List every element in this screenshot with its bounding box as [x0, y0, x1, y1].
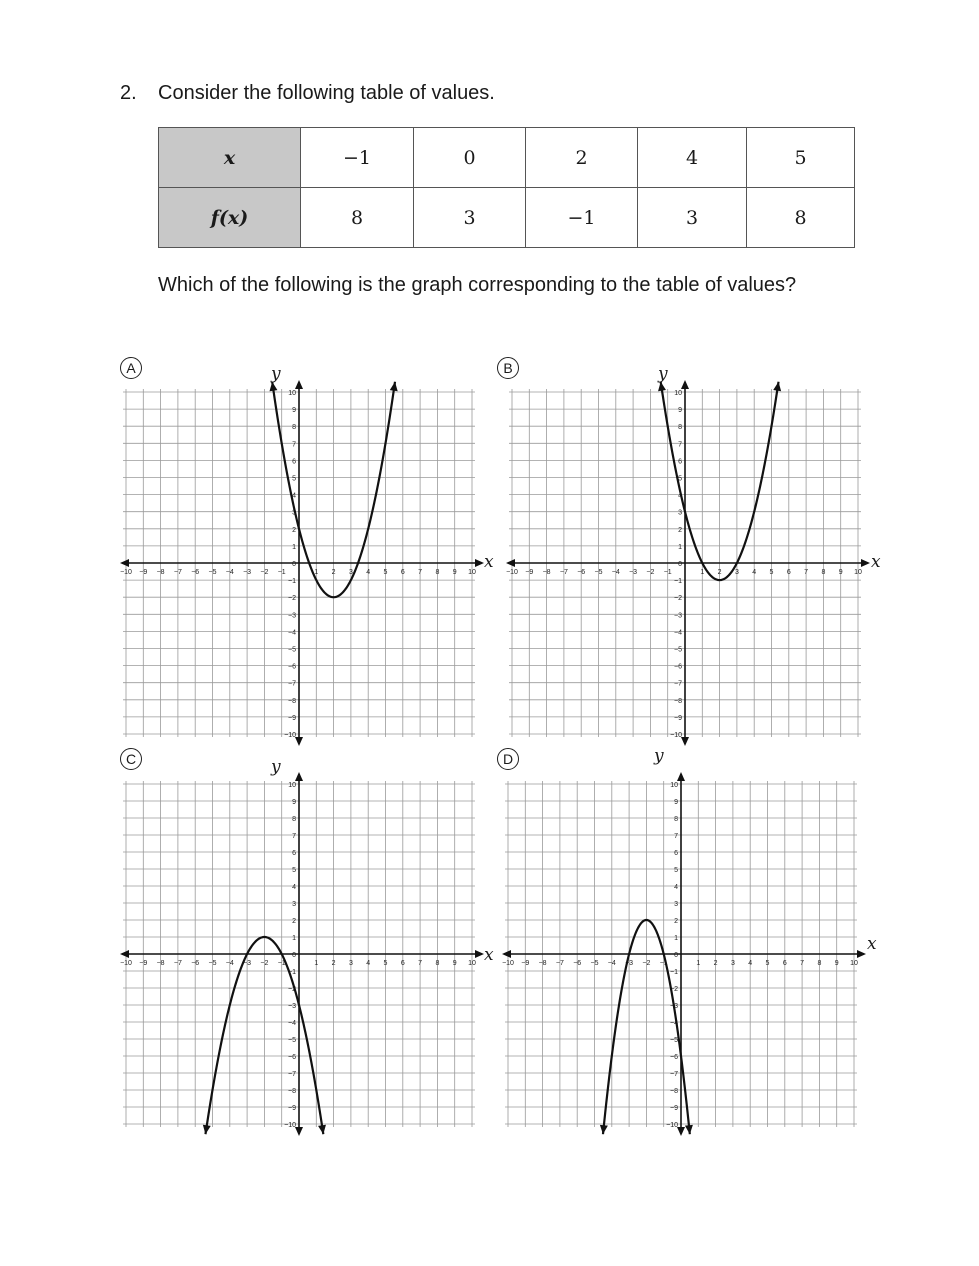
- x-tick-label: −8: [156, 960, 165, 967]
- y-tick-label: 3: [674, 901, 678, 908]
- option-c-x-label: x: [484, 945, 494, 965]
- x-tick-label: −1: [663, 569, 672, 576]
- y-tick-label: −2: [670, 986, 678, 993]
- y-tick-label: −5: [674, 646, 682, 654]
- x-tick-label: −4: [225, 569, 234, 576]
- y-axis-arrow-icon: [681, 737, 689, 746]
- x-tick-label: −4: [607, 960, 616, 967]
- y-tick-label: 10: [670, 782, 678, 789]
- y-tick-label: 4: [292, 884, 296, 891]
- y-tick-label: 5: [292, 867, 296, 874]
- x-tick-label: 10: [854, 569, 862, 576]
- y-tick-label: 2: [678, 526, 682, 534]
- y-tick-label: 1: [678, 543, 682, 551]
- y-tick-label: 8: [292, 816, 296, 823]
- y-tick-label: −10: [666, 1122, 678, 1129]
- option-d-x-label: x: [867, 934, 877, 954]
- option-a-x-label: x: [484, 552, 494, 572]
- x-tick-label: −9: [521, 960, 530, 967]
- y-tick-label: −7: [674, 680, 682, 688]
- y-tick-label: 0: [674, 952, 678, 959]
- option-b-graph[interactable]: [508, 388, 862, 738]
- question-number: 2.: [120, 82, 137, 104]
- x-tick-label: 1: [314, 960, 319, 967]
- y-tick-label: −3: [288, 1003, 296, 1010]
- x-tick-label: 6: [786, 569, 791, 576]
- values-table: [158, 127, 855, 248]
- x-tick-label: −10: [120, 960, 132, 967]
- curve-arrow-icon: [203, 1125, 211, 1134]
- x-tick-label: 9: [452, 569, 457, 576]
- y-tick-label: −8: [288, 1088, 296, 1095]
- y-tick-label: 1: [292, 935, 296, 942]
- table-cell: 2: [526, 128, 638, 188]
- y-tick-label: 5: [678, 475, 682, 483]
- x-tick-label: −1: [277, 569, 286, 576]
- x-axis-arrow-icon: [475, 559, 484, 567]
- x-tick-label: −5: [590, 960, 599, 967]
- y-axis-arrow-icon: [295, 737, 303, 746]
- y-tick-label: 7: [674, 833, 678, 840]
- y-tick-label: −5: [288, 646, 296, 654]
- y-tick-label: −5: [288, 1037, 296, 1044]
- option-b-x-label: x: [871, 552, 881, 572]
- y-tick-label: 5: [292, 475, 296, 483]
- y-tick-label: 8: [678, 424, 682, 432]
- x-tick-label: 6: [400, 569, 405, 576]
- x-tick-label: −3: [243, 569, 252, 576]
- question-prompt: Which of the following is the graph corresponding to the table of values?: [158, 274, 797, 296]
- y-tick-label: −4: [288, 629, 296, 637]
- x-tick-label: 1: [314, 569, 319, 576]
- x-tick-label: 1: [700, 569, 705, 576]
- y-tick-label: −8: [670, 1088, 678, 1095]
- x-tick-label: −6: [191, 569, 200, 576]
- x-tick-label: 3: [730, 960, 735, 967]
- y-tick-label: −1: [288, 969, 296, 976]
- x-tick-label: 4: [752, 569, 757, 576]
- curve-arrow-icon: [773, 382, 781, 391]
- x-tick-label: −7: [173, 569, 182, 576]
- option-a-label[interactable]: A: [120, 357, 142, 379]
- table-row: [159, 128, 855, 188]
- x-tick-label: −6: [191, 960, 200, 967]
- y-tick-label: 3: [292, 509, 296, 517]
- x-tick-label: −9: [139, 569, 148, 576]
- table-cell: 3: [638, 188, 747, 248]
- y-tick-label: −3: [288, 612, 296, 620]
- x-tick-label: −8: [156, 569, 165, 576]
- x-tick-label: −10: [506, 569, 518, 576]
- option-d-y-label: y: [654, 746, 664, 766]
- x-tick-label: 8: [435, 960, 440, 967]
- table-cell: −1: [301, 128, 414, 188]
- x-tick-label: −10: [502, 960, 514, 967]
- x-axis-arrow-icon: [506, 559, 515, 567]
- y-tick-label: 8: [674, 816, 678, 823]
- y-tick-label: 9: [678, 407, 682, 415]
- y-tick-label: 6: [292, 458, 296, 466]
- fx-header: f(x): [159, 188, 301, 248]
- table-cell: −1: [526, 188, 638, 248]
- y-tick-label: 10: [288, 782, 296, 789]
- y-tick-label: −2: [674, 595, 682, 603]
- question-text: Consider the following table of values.: [158, 82, 495, 104]
- y-axis-arrow-icon: [677, 772, 685, 781]
- x-tick-label: 3: [348, 960, 353, 967]
- x-axis-arrow-icon: [857, 950, 866, 958]
- x-tick-label: −3: [243, 960, 252, 967]
- y-tick-label: −4: [674, 629, 682, 637]
- y-tick-label: −10: [284, 732, 296, 739]
- x-tick-label: 4: [366, 960, 371, 967]
- x-tick-label: 10: [468, 569, 476, 576]
- x-tick-label: −2: [260, 960, 269, 967]
- x-tick-label: −1: [277, 960, 286, 967]
- y-tick-label: 7: [292, 441, 296, 449]
- y-tick-label: 8: [292, 424, 296, 432]
- x-tick-label: 4: [748, 960, 753, 967]
- y-tick-label: 6: [678, 458, 682, 466]
- x-tick-label: 6: [400, 960, 405, 967]
- x-axis-arrow-icon: [120, 950, 129, 958]
- y-tick-label: −10: [670, 732, 682, 739]
- y-axis-arrow-icon: [677, 1127, 685, 1136]
- x-tick-label: −4: [225, 960, 234, 967]
- y-tick-label: −1: [670, 969, 678, 976]
- x-axis-arrow-icon: [475, 950, 484, 958]
- y-tick-label: −2: [288, 595, 296, 603]
- y-axis-arrow-icon: [681, 380, 689, 389]
- y-tick-label: −1: [288, 578, 296, 586]
- y-tick-label: −8: [288, 697, 296, 705]
- table-cell: 8: [747, 188, 855, 248]
- x-tick-label: −8: [538, 960, 547, 967]
- x-tick-label: −7: [173, 960, 182, 967]
- y-axis-arrow-icon: [295, 1127, 303, 1136]
- x-tick-label: 2: [331, 960, 336, 967]
- x-tick-label: −3: [625, 960, 634, 967]
- y-tick-label: 4: [292, 492, 296, 500]
- x-tick-label: 6: [782, 960, 787, 967]
- x-axis-arrow-icon: [120, 559, 129, 567]
- x-tick-label: 8: [821, 569, 826, 576]
- x-tick-label: 9: [452, 960, 457, 967]
- x-tick-label: −5: [594, 569, 603, 576]
- x-tick-label: 7: [418, 569, 423, 576]
- option-b-y-label: y: [658, 364, 668, 384]
- option-c-label[interactable]: C: [120, 748, 142, 770]
- option-a-graph[interactable]: [122, 388, 476, 738]
- y-tick-label: −6: [288, 1054, 296, 1061]
- x-tick-label: 1: [696, 960, 701, 967]
- x-tick-label: −2: [646, 569, 655, 576]
- x-tick-label: 7: [804, 569, 809, 576]
- x-tick-label: −3: [629, 569, 638, 576]
- x-axis-arrow-icon: [861, 559, 870, 567]
- x-tick-label: −1: [659, 960, 668, 967]
- y-tick-label: −9: [674, 714, 682, 722]
- x-tick-label: −8: [542, 569, 551, 576]
- table-cell: 0: [414, 128, 526, 188]
- y-tick-label: −4: [670, 1020, 678, 1027]
- y-tick-label: 10: [674, 390, 682, 397]
- y-tick-label: −5: [670, 1037, 678, 1044]
- x-tick-label: −7: [559, 569, 568, 576]
- table-cell: 8: [301, 188, 414, 248]
- y-tick-label: −6: [670, 1054, 678, 1061]
- table-row: [159, 188, 855, 248]
- x-tick-label: −7: [555, 960, 564, 967]
- y-tick-label: 10: [288, 390, 296, 397]
- x-tick-label: −6: [573, 960, 582, 967]
- x-header: x: [159, 128, 301, 188]
- curve-arrow-icon: [318, 1125, 326, 1134]
- x-tick-label: 2: [717, 569, 722, 576]
- option-c-y-label: y: [271, 757, 281, 777]
- x-tick-label: −9: [139, 960, 148, 967]
- y-tick-label: 7: [292, 833, 296, 840]
- y-tick-label: 2: [292, 918, 296, 925]
- y-tick-label: 4: [678, 492, 682, 500]
- y-tick-label: −9: [288, 1105, 296, 1112]
- x-tick-label: −10: [120, 569, 132, 576]
- option-c-graph[interactable]: [122, 780, 476, 1128]
- y-tick-label: 2: [292, 526, 296, 534]
- y-tick-label: −9: [288, 714, 296, 722]
- option-d-graph[interactable]: [504, 780, 858, 1128]
- y-tick-label: −1: [674, 578, 682, 586]
- y-tick-label: 9: [292, 799, 296, 806]
- y-tick-label: −3: [674, 612, 682, 620]
- y-axis-arrow-icon: [295, 380, 303, 389]
- table-cell: 4: [638, 128, 747, 188]
- x-tick-label: 7: [800, 960, 805, 967]
- y-tick-label: −2: [288, 986, 296, 993]
- x-tick-label: 7: [418, 960, 423, 967]
- y-tick-label: 9: [674, 799, 678, 806]
- x-tick-label: 9: [838, 569, 843, 576]
- y-tick-label: −10: [284, 1122, 296, 1129]
- x-tick-label: 10: [850, 960, 858, 967]
- x-tick-label: 5: [383, 569, 388, 576]
- y-tick-label: −7: [288, 1071, 296, 1078]
- option-d-label[interactable]: D: [497, 748, 519, 770]
- x-tick-label: 5: [383, 960, 388, 967]
- y-tick-label: −7: [288, 680, 296, 688]
- x-tick-label: 5: [769, 569, 774, 576]
- y-tick-label: 1: [292, 543, 296, 551]
- y-tick-label: −4: [288, 1020, 296, 1027]
- x-tick-label: −4: [611, 569, 620, 576]
- option-b-label[interactable]: B: [497, 357, 519, 379]
- y-tick-label: −9: [670, 1105, 678, 1112]
- y-tick-label: 6: [292, 850, 296, 857]
- x-tick-label: −5: [208, 960, 217, 967]
- y-tick-label: 4: [674, 884, 678, 891]
- y-tick-label: 7: [678, 441, 682, 449]
- y-tick-label: 0: [292, 952, 296, 959]
- x-tick-label: 2: [713, 960, 718, 967]
- x-tick-label: 5: [765, 960, 770, 967]
- option-a-y-label: y: [271, 364, 281, 384]
- x-tick-label: 9: [834, 960, 839, 967]
- table-cell: 5: [747, 128, 855, 188]
- y-tick-label: −7: [670, 1071, 678, 1078]
- y-tick-label: −8: [674, 697, 682, 705]
- x-tick-label: 2: [331, 569, 336, 576]
- x-tick-label: 3: [734, 569, 739, 576]
- y-tick-label: 3: [292, 901, 296, 908]
- y-tick-label: 0: [678, 561, 682, 568]
- x-tick-label: −2: [260, 569, 269, 576]
- x-axis-arrow-icon: [502, 950, 511, 958]
- table-cell: 3: [414, 188, 526, 248]
- y-tick-label: −3: [670, 1003, 678, 1010]
- y-tick-label: 6: [674, 850, 678, 857]
- y-axis-arrow-icon: [295, 772, 303, 781]
- x-tick-label: −5: [208, 569, 217, 576]
- x-tick-label: 3: [348, 569, 353, 576]
- x-tick-label: 4: [366, 569, 371, 576]
- y-tick-label: 9: [292, 407, 296, 415]
- y-tick-label: 2: [674, 918, 678, 925]
- x-tick-label: 10: [468, 960, 476, 967]
- x-tick-label: 8: [435, 569, 440, 576]
- x-tick-label: −9: [525, 569, 534, 576]
- y-tick-label: 1: [674, 935, 678, 942]
- y-tick-label: 0: [292, 561, 296, 568]
- x-tick-label: −6: [577, 569, 586, 576]
- x-tick-label: 8: [817, 960, 822, 967]
- y-tick-label: −6: [288, 663, 296, 671]
- y-tick-label: 5: [674, 867, 678, 874]
- x-tick-label: −2: [642, 960, 651, 967]
- y-tick-label: 3: [678, 509, 682, 517]
- y-tick-label: −6: [674, 663, 682, 671]
